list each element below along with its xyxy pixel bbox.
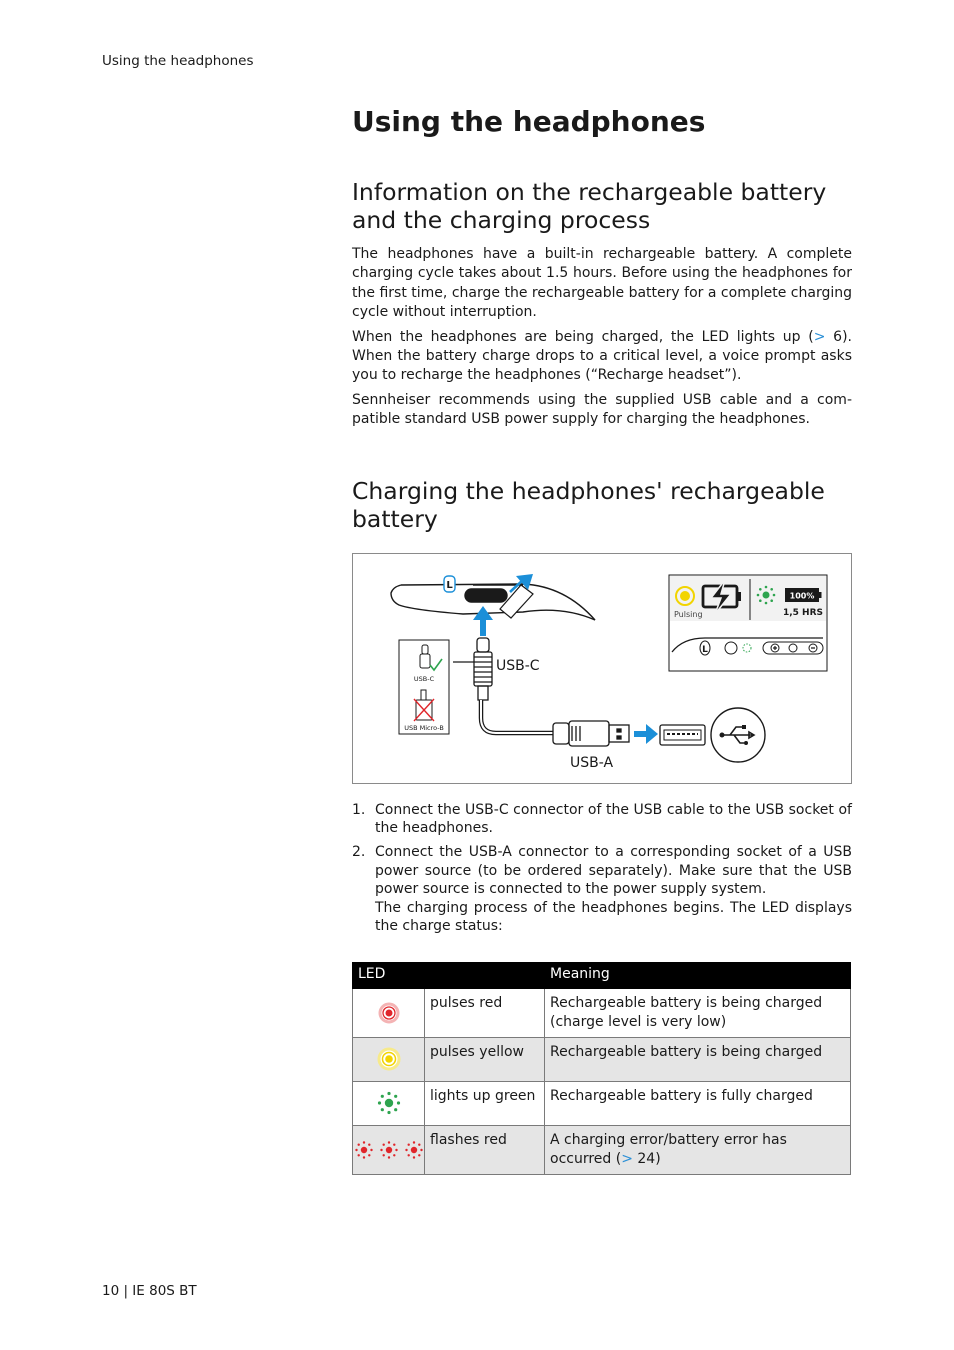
side-indicator-l-icon	[444, 576, 455, 592]
svg-text:L: L	[446, 579, 453, 591]
led-red-pulse-icon	[377, 1001, 401, 1025]
running-header: Using the headphones	[102, 53, 254, 69]
label-usb-a: USB-A	[570, 754, 614, 771]
inset-label-percent: 100%	[789, 591, 815, 601]
instruction-step: 2. Connect the USB-A connector to a corresponding socket of a USB power source (to be ordered separately). Make sure that the USB power source is connected to the power supply system. The charging process of the headphones begins. The LED displays the charge status:	[352, 844, 852, 935]
step-result: The charging process of the headphones begins. The LED displays the charge status:	[375, 899, 852, 935]
led-meaning: Rechargeable battery is fully charged	[545, 1081, 851, 1125]
led-red-flash-icon	[354, 1139, 424, 1161]
led-meaning: A charging error/battery error has occurred (> 24)	[545, 1125, 851, 1174]
table-header-meaning: Meaning	[545, 962, 851, 988]
paragraph-charging-cycle: The headphones have a built-in rechargeable battery. A complete charging cycle takes about 1.5 hours. Before using the headphones for the first time, charge the rechargeable battery for a complete charging cycle without interruption.	[352, 246, 852, 321]
insert-arrow-icon	[473, 606, 493, 636]
connector-comparison-inset	[399, 640, 449, 734]
connect-arrow-icon	[634, 724, 658, 744]
led-state: flashes red	[425, 1125, 545, 1174]
instruction-step: 1. Connect the USB-C connector of the USB cable to the USB socket of the headphones.	[352, 801, 852, 837]
led-state: lights up green	[425, 1081, 545, 1125]
table-header-led: LED	[353, 962, 545, 988]
led-green-steady-icon	[376, 1090, 402, 1116]
inset-label-hours: 1,5 HRS	[782, 607, 824, 618]
section-heading-charging: Charging the headphones' rechargeable battery	[352, 476, 825, 533]
page-reference-link[interactable]: >	[813, 328, 826, 345]
led-meaning: Rechargeable battery is being charged	[545, 1037, 851, 1081]
inset-label-usb-c: USB-C	[413, 674, 435, 683]
page-footer: 10 | IE 80S BT	[102, 1283, 197, 1299]
charging-status-inset	[669, 575, 827, 671]
usb-cable	[481, 700, 553, 733]
table-row	[353, 988, 851, 1037]
table-row	[353, 1081, 851, 1125]
usb-a-plug-icon	[553, 721, 629, 746]
usb-power-source-icon	[711, 708, 765, 762]
led-yellow-pulse-icon	[376, 1046, 402, 1072]
inset-label-pulsing: Pulsing	[674, 609, 703, 619]
led-state: pulses red	[425, 988, 545, 1037]
led-meaning: Rechargeable battery is being charged (charge level is very low)	[545, 988, 851, 1037]
page-reference-link[interactable]: >	[621, 1151, 633, 1168]
led-state: pulses yellow	[425, 1037, 545, 1081]
instruction-steps	[352, 801, 852, 936]
table-row	[353, 1125, 851, 1174]
led-status-table	[352, 962, 851, 1175]
usb-a-socket-icon	[660, 725, 705, 745]
charging-illustration	[352, 553, 852, 784]
main-content	[352, 104, 852, 1175]
section-heading-battery-info: Information on the rechargeable battery and the charging process	[352, 178, 827, 234]
paragraph-led-info: When the headphones are being charged, the LED lights up (> 6). When the battery charge drops to a critical level, a voice prompt asks you to recharge the headphones (“Recharge headset”).	[352, 328, 852, 384]
page-title: Using the headphones	[352, 105, 706, 138]
headphone-neckband-icon	[391, 584, 595, 620]
table-row	[353, 1037, 851, 1081]
paragraph-recommendation: Sennheiser recommends using the supplied USB cable and a com-patible standard USB power supply for charging the headphones.	[352, 391, 852, 428]
inset-label-usb-micro-b: USB Micro-B	[404, 723, 444, 732]
usb-c-connector-icon	[453, 638, 492, 700]
label-usb-c: USB-C	[496, 657, 540, 674]
svg-text:L: L	[702, 644, 708, 655]
